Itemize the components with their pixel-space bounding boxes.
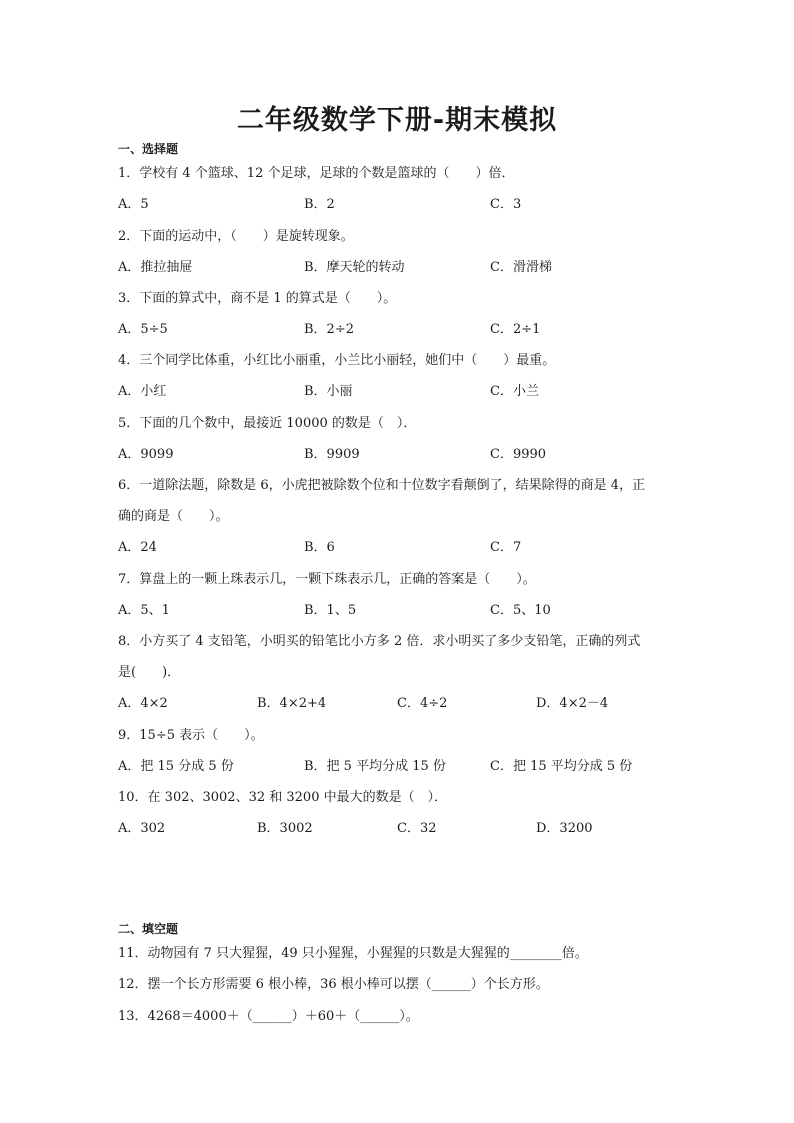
option-a: A．小红 (118, 384, 167, 399)
option-a: A．5、1 (118, 603, 170, 618)
options-2 (118, 252, 698, 283)
question-9: 9．15÷5 表示（ ）。 (118, 728, 264, 743)
option-c: C．小兰 (490, 384, 539, 399)
options-9 (118, 751, 698, 782)
option-b: B．小丽 (304, 384, 353, 399)
option-b: B．把 5 平均分成 15 份 (304, 759, 446, 774)
question-11: 11．动物园有 7 只大猩猩，49 只小猩猩，小猩猩的只数是大猩猩的________倍。 (118, 946, 588, 961)
options-6 (118, 532, 698, 563)
question-1: 1．学校有 4 个篮球、12 个足球，足球的个数是篮球的（ ）倍． (118, 166, 515, 181)
option-a: A．把 15 分成 5 份 (118, 759, 234, 774)
option-b: B．摩天轮的转动 (304, 260, 405, 275)
option-b: B．4×2+4 (257, 696, 327, 711)
question-2: 2．下面的运动中，（ ）是旋转现象。 (118, 229, 354, 244)
option-d: D．4×2－4 (536, 696, 609, 711)
question-10: 10．在 302、3002、32 和 3200 中最大的数是（ ）． (118, 790, 448, 805)
section-heading-fill: 二、填空题 (118, 922, 179, 936)
options-3 (118, 314, 698, 345)
option-c: C．滑滑梯 (490, 260, 552, 275)
option-c: C．32 (397, 821, 437, 836)
question-8-continued: 是( )． (118, 665, 181, 680)
question-4: 4．三个同学比体重，小红比小丽重，小兰比小丽轻，她们中（ ）最重。 (118, 353, 556, 368)
question-5: 5．下面的几个数中，最接近 10000 的数是（ ）． (118, 416, 417, 431)
option-c: C．7 (490, 540, 522, 555)
option-b: B．3002 (257, 821, 313, 836)
option-a: A．302 (118, 821, 166, 836)
option-c: C．3 (490, 197, 522, 212)
option-a: A．9099 (118, 447, 174, 462)
section-heading-choice: 一、选择题 (118, 142, 179, 156)
question-12: 12．摆一个长方形需要 6 根小棒，36 根小棒可以摆（______）个长方形。 (118, 977, 549, 992)
option-b: B．1、5 (304, 603, 357, 618)
question-8: 8．小方买了 4 支铅笔，小明买的铅笔比小方多 2 倍．求小明买了多少支铅笔，正确的列式 (118, 634, 641, 649)
question-7: 7．算盘上的一颗上珠表示几，一颗下珠表示几，正确的答案是（ ）。 (118, 572, 536, 587)
option-a: A．24 (118, 540, 157, 555)
option-c: C．9990 (490, 447, 547, 462)
options-5 (118, 439, 698, 470)
options-10 (118, 813, 698, 844)
option-b: B．2 (304, 197, 335, 212)
option-b: B．6 (304, 540, 335, 555)
option-c: C．2÷1 (490, 322, 541, 337)
option-c: C．把 15 平均分成 5 份 (490, 759, 633, 774)
options-7 (118, 595, 698, 626)
option-b: B．2÷2 (304, 322, 354, 337)
question-6-continued: 确的商是（ ）。 (118, 509, 229, 524)
option-a: A．4×2 (118, 696, 168, 711)
options-4 (118, 376, 698, 407)
option-a: A．推拉抽屉 (118, 260, 193, 275)
options-1 (118, 189, 698, 220)
option-c: C．5、10 (490, 603, 551, 618)
question-3: 3．下面的算式中，商不是 1 的算式是（ ）。 (118, 291, 397, 306)
option-a: A．5 (118, 197, 149, 212)
option-c: C．4÷2 (397, 696, 448, 711)
options-8 (118, 688, 698, 719)
option-d: D．3200 (536, 821, 593, 836)
option-b: B．9909 (304, 447, 360, 462)
option-a: A．5÷5 (118, 322, 168, 337)
page-title: 二年级数学下册-期末模拟 (236, 105, 558, 136)
question-13: 13．4268＝4000＋（______）＋60＋（______）。 (118, 1009, 419, 1024)
question-6: 6．一道除法题，除数是 6，小虎把被除数个位和十位数字看颠倒了，结果除得的商是 4，正 (118, 478, 646, 493)
